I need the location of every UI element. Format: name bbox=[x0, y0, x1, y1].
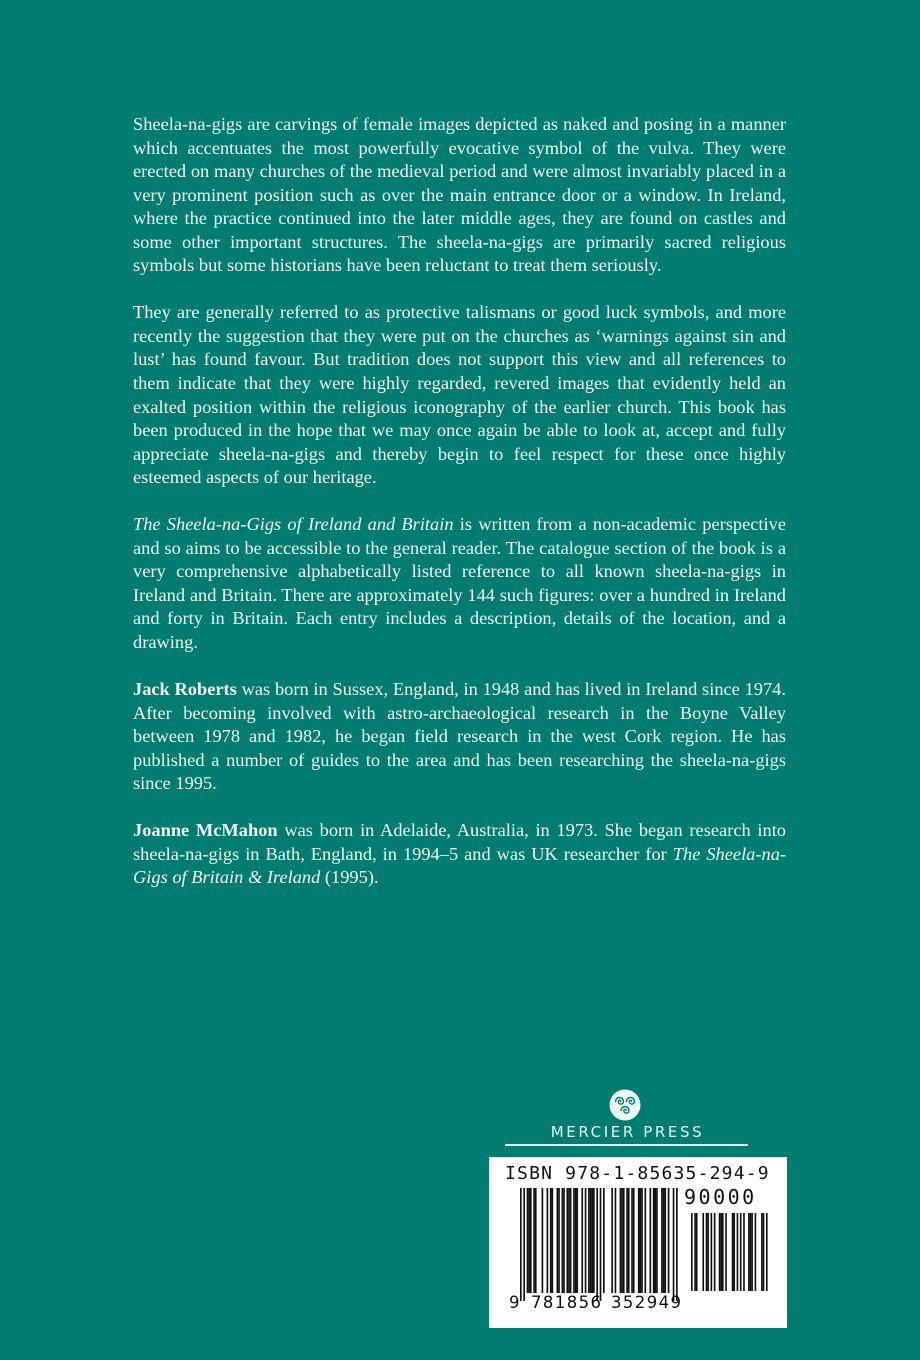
barcode-bar bbox=[645, 1188, 647, 1293]
price-addon-code: 90000 bbox=[684, 1185, 757, 1209]
barcode-bar bbox=[638, 1188, 640, 1293]
addon-bar bbox=[763, 1213, 765, 1291]
barcode-bar bbox=[520, 1188, 522, 1301]
barcode-bar bbox=[593, 1188, 595, 1293]
addon-bar bbox=[743, 1213, 745, 1291]
barcode-bar bbox=[547, 1188, 549, 1293]
barcode-bar bbox=[533, 1188, 535, 1293]
barcode-bar bbox=[581, 1188, 583, 1293]
barcode-bar bbox=[596, 1188, 598, 1301]
addon-bar bbox=[707, 1213, 709, 1291]
barcode-bar bbox=[535, 1188, 537, 1293]
addon-bar bbox=[706, 1213, 708, 1291]
author-name-1: Jack Roberts bbox=[133, 678, 237, 699]
addon-bar bbox=[720, 1213, 722, 1291]
addon-bar bbox=[737, 1213, 739, 1291]
barcode-bar bbox=[588, 1188, 590, 1293]
addon-bar bbox=[694, 1213, 696, 1291]
barcode-bar bbox=[552, 1188, 554, 1293]
barcode-bar bbox=[575, 1188, 577, 1293]
addon-bar bbox=[702, 1213, 704, 1291]
addon-bar bbox=[714, 1213, 716, 1291]
barcode-bar bbox=[603, 1188, 605, 1293]
barcode-bar bbox=[573, 1188, 575, 1293]
barcode-bar bbox=[528, 1188, 530, 1293]
barcode-bar bbox=[585, 1188, 587, 1293]
addon-bar bbox=[740, 1213, 742, 1291]
addon-bar bbox=[751, 1213, 753, 1291]
barcode-bar bbox=[576, 1188, 578, 1293]
author-bio-1-text: was born in Sussex, England, in 1948 and has lived in Ireland since 1974. After becoming involved with astro-archaeological research in the Boyne Valley between 1978 and 1982, he began field research in the west Cork region. He has published a number of guides to the area and has been researching the sheela-na-gigs since 1995. bbox=[133, 678, 786, 794]
barcode-bar bbox=[623, 1188, 625, 1293]
addon-bar bbox=[733, 1213, 735, 1291]
barcode-bar bbox=[668, 1188, 670, 1293]
barcode-bar bbox=[600, 1188, 602, 1301]
addon-bar bbox=[696, 1213, 698, 1291]
barcode-bar bbox=[550, 1188, 552, 1293]
isbn-text: ISBN 978-1-85635-294-9 bbox=[505, 1163, 770, 1184]
barcode-bar bbox=[570, 1188, 572, 1293]
barcode-bar bbox=[542, 1188, 544, 1293]
blurb-paragraph-2: They are generally referred to as protective talismans or good luck symbols, and more recently the suggestion that they were put on the churches as ‘warnings against sin and lust’ has found favour. But tradition does not support this view and all references to them indicate that they were highly regarded, revered images that evidently held an exalted position within the religious iconography of the earlier church. This book has been produced in the hope that we may once again be able to look at, accept and fully appreciate sheela-na-gigs and thereby begin to feel respect for these once highly esteemed aspects of our heritage. bbox=[133, 302, 786, 488]
barcode-bar bbox=[621, 1188, 623, 1293]
ean-lead-digit: 9 bbox=[509, 1293, 521, 1312]
author-name-2: Joanne McMahon bbox=[133, 820, 278, 841]
barcode-bar bbox=[640, 1188, 642, 1293]
barcode-bar bbox=[663, 1188, 665, 1293]
barcode-bar bbox=[676, 1188, 678, 1301]
addon-bar bbox=[722, 1213, 724, 1291]
barcode-bar bbox=[530, 1188, 532, 1293]
barcode-bar bbox=[626, 1188, 628, 1293]
barcode-bar bbox=[591, 1188, 593, 1293]
barcode-bar bbox=[568, 1188, 570, 1293]
barcode-bar bbox=[562, 1188, 564, 1293]
barcode-bar bbox=[615, 1188, 617, 1293]
barcode-bar bbox=[633, 1188, 635, 1293]
addon-bar bbox=[691, 1213, 693, 1291]
addon-bar bbox=[748, 1213, 750, 1291]
publisher-underline bbox=[505, 1144, 748, 1146]
barcode-bar bbox=[631, 1188, 633, 1293]
isbn-barcode bbox=[489, 1157, 787, 1328]
barcode-bar bbox=[664, 1188, 666, 1293]
barcode-bar bbox=[653, 1188, 655, 1293]
blurb-paragraph-3 bbox=[133, 513, 786, 654]
ean-group-2: 352949 bbox=[611, 1293, 683, 1312]
barcode-bar bbox=[590, 1188, 592, 1293]
barcode-bar bbox=[654, 1188, 656, 1293]
addon-bar bbox=[761, 1213, 763, 1291]
barcode-bar bbox=[649, 1188, 651, 1293]
book-title: The Sheela-na-Gigs of Ireland and Britain bbox=[133, 514, 454, 535]
addon-bar bbox=[755, 1213, 757, 1291]
barcode-bar bbox=[558, 1188, 560, 1293]
addon-bar bbox=[732, 1213, 734, 1291]
addon-bar bbox=[750, 1213, 752, 1291]
blurb-paragraph-1: Sheela-na-gigs are carvings of female images depicted as naked and posing in a manner which accentuates the most powerfully evocative symbol of the vulva. They were erected on many churches of the medieval period and were almost invariably placed in a very prominent position such as over the main entrance door or a window. In Ireland, where the practice continued into the later middle ages, they are found on castles and some other important structures. The sheela-na-gigs are primarily sacred religious symbols but some historians have been reluctant to treat them seriously. bbox=[133, 114, 786, 276]
barcode-bar bbox=[563, 1188, 565, 1293]
author-bio-2-end: (1995). bbox=[320, 867, 379, 888]
barcode-bar bbox=[527, 1188, 529, 1293]
addon-bar bbox=[766, 1213, 768, 1291]
triskele-icon bbox=[609, 1089, 641, 1121]
ean-group-1: 781856 bbox=[531, 1293, 603, 1312]
author-bio-2 bbox=[133, 819, 786, 890]
barcode-bar bbox=[661, 1188, 663, 1293]
barcode-bar bbox=[656, 1188, 658, 1293]
barcode-bar bbox=[620, 1188, 622, 1293]
barcode-bar bbox=[523, 1188, 525, 1301]
publisher-name: MERCIER PRESS bbox=[550, 1123, 705, 1141]
barcode-bar bbox=[557, 1188, 559, 1293]
barcode-bar bbox=[641, 1188, 643, 1293]
back-cover-blurb bbox=[133, 113, 786, 913]
author-bio-1 bbox=[133, 678, 786, 796]
addon-bar bbox=[725, 1213, 727, 1291]
addon-bar bbox=[719, 1213, 721, 1291]
barcode-bar bbox=[566, 1188, 568, 1293]
barcode-bar bbox=[673, 1188, 675, 1301]
addon-bar bbox=[711, 1213, 713, 1291]
barcode-bar bbox=[611, 1188, 613, 1293]
blurb-paragraph-3-text: is written from a non-academic perspective and so aims to be accessible to the general reader. The catalogue section of the book is a very comprehensive alphabetically listed reference to all known sheela-na-gigs in Ireland and Britain. There are approximately 144 such figures: over a hundred in Ireland and forty in Britain. Each entry includes a description, details of the location, and a drawing. bbox=[133, 514, 786, 652]
earlier-book-title: The Sheela-na-Gigs of Britain & Ireland bbox=[133, 843, 787, 888]
author-bio-2-text: was born in Adelaide, Australia, in 1973. She began research into sheela-na-gigs in Bath, England, in 1994–5 and was UK researcher for bbox=[133, 820, 787, 864]
publisher-logo bbox=[505, 1088, 750, 1148]
barcode-bar bbox=[628, 1188, 630, 1293]
